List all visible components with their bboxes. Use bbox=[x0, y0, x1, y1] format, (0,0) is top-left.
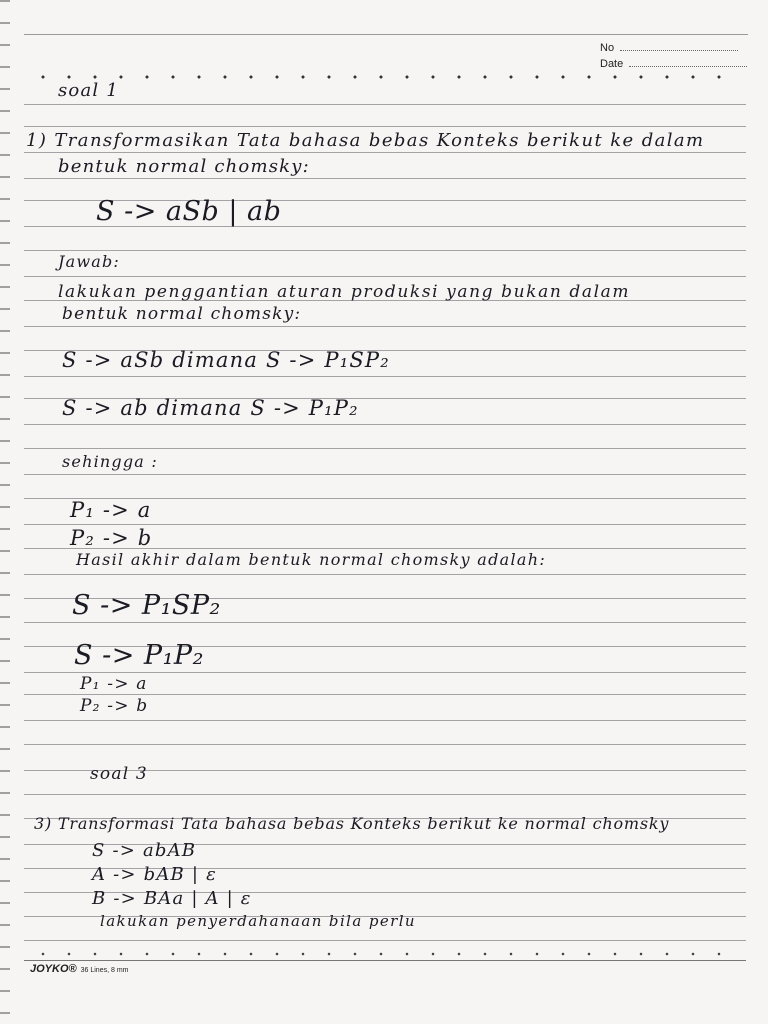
brand-subtitle: 36 Lines, 8 mm bbox=[80, 967, 129, 974]
result-heading: Hasil akhir dalam bentuk normal chomsky adalah: bbox=[76, 550, 547, 569]
ruled-line bbox=[24, 940, 746, 941]
ruled-line bbox=[24, 622, 746, 623]
question-1-line-2: bentuk normal chomsky: bbox=[58, 156, 310, 177]
answer-text-line-1: lakukan penggantian aturan produksi yang bukan dalam bbox=[58, 282, 631, 302]
simplification-note: lakukan penyerdahanaan bila perlu bbox=[100, 912, 416, 930]
ruled-line bbox=[24, 152, 746, 153]
header-rule bbox=[24, 34, 748, 35]
ruled-line bbox=[24, 474, 746, 475]
ruled-line bbox=[24, 326, 746, 327]
date-label: Date bbox=[600, 58, 624, 70]
ruled-line bbox=[24, 672, 746, 673]
ruled-line bbox=[24, 178, 746, 179]
ruled-line bbox=[24, 694, 746, 695]
no-label: No bbox=[600, 42, 615, 54]
cnf-rule-1: S -> P₁SP₂ bbox=[72, 590, 221, 621]
spiral-binding-edge bbox=[0, 0, 10, 1024]
cnf-rule-3: P₁ -> a bbox=[80, 674, 148, 694]
cnf-rule-4: P₂ -> b bbox=[80, 696, 149, 716]
grammar-rule-s: S -> abAB bbox=[92, 840, 197, 861]
ruled-line bbox=[24, 794, 746, 795]
answer-text-line-2: bentuk normal chomsky: bbox=[62, 304, 302, 324]
sehingga-label: sehingga : bbox=[62, 452, 158, 471]
brand-logo bbox=[30, 963, 128, 975]
ruled-line bbox=[24, 126, 746, 127]
grammar-rule-a: A -> bAB | ε bbox=[92, 864, 217, 885]
ruled-line bbox=[24, 448, 746, 449]
ruled-line bbox=[24, 250, 746, 251]
margin-dots-bottom bbox=[30, 952, 740, 956]
no-field bbox=[600, 42, 738, 54]
ruled-line bbox=[24, 276, 746, 277]
grammar-rule-q1: S -> aSb | ab bbox=[96, 196, 282, 227]
replacement-rule-2: S -> ab dimana S -> P₁P₂ bbox=[62, 396, 359, 420]
ruled-line bbox=[24, 720, 746, 721]
footer-rule bbox=[24, 960, 746, 961]
margin-dots-top bbox=[30, 74, 740, 80]
terminal-rule-p2: P₂ -> b bbox=[70, 526, 153, 550]
cnf-rule-2: S -> P₁P₂ bbox=[74, 640, 204, 671]
ruled-line bbox=[24, 744, 746, 745]
heading-soal-1: soal 1 bbox=[58, 80, 119, 101]
date-field bbox=[600, 58, 747, 70]
heading-soal-3: soal 3 bbox=[90, 764, 148, 784]
terminal-rule-p1: P₁ -> a bbox=[70, 498, 152, 522]
replacement-rule-1: S -> aSb dimana S -> P₁SP₂ bbox=[62, 348, 390, 372]
ruled-line bbox=[24, 574, 746, 575]
brand-name: JOYKO® bbox=[30, 963, 77, 975]
grammar-rule-b: B -> BAa | A | ε bbox=[92, 888, 252, 909]
ruled-line bbox=[24, 104, 746, 105]
ruled-line bbox=[24, 376, 746, 377]
ruled-line bbox=[24, 424, 746, 425]
question-3-line-1: 3) Transformasi Tata bahasa bebas Konteks berikut ke normal chomsky bbox=[34, 814, 670, 833]
ruled-line bbox=[24, 524, 746, 525]
answer-label: Jawab: bbox=[58, 252, 121, 271]
question-1-line-1: 1) Transformasikan Tata bahasa bebas Konteks berikut ke dalam bbox=[26, 130, 705, 151]
